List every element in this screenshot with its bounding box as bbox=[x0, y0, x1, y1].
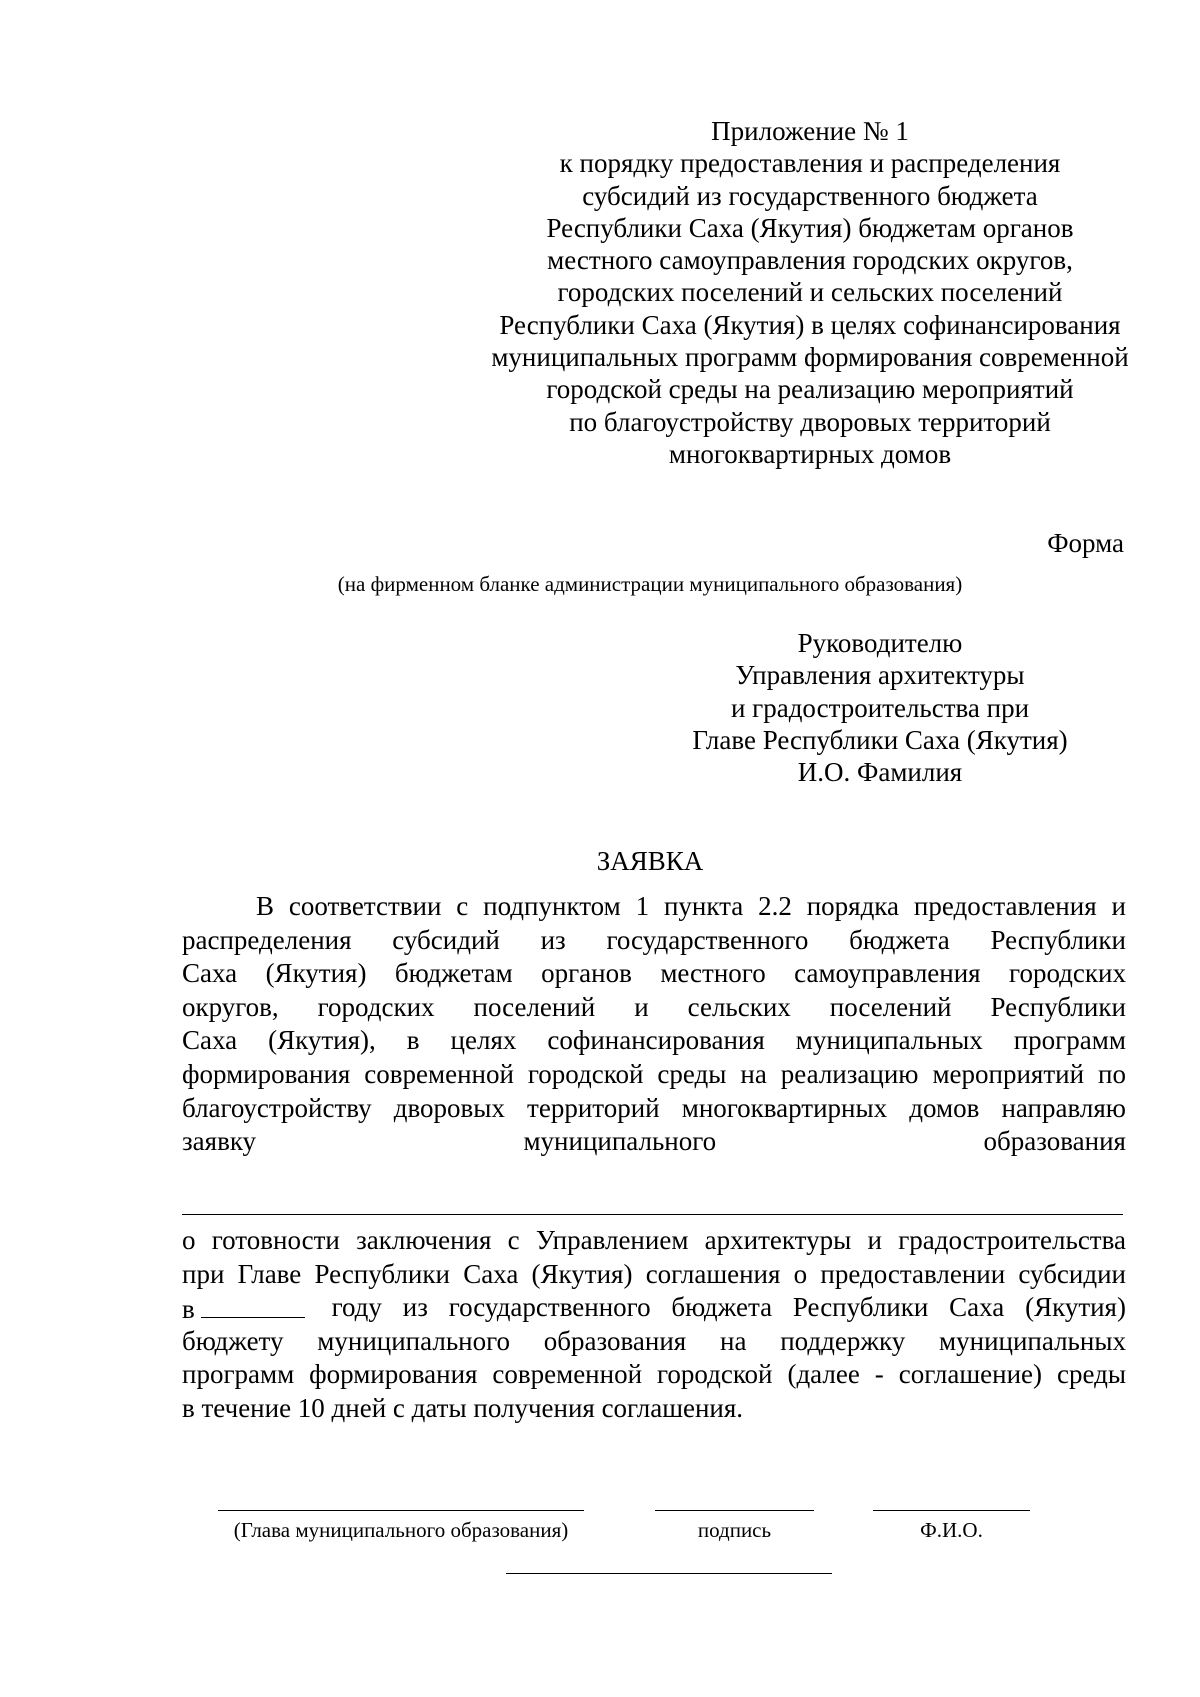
paragraph-line-last: в течение 10 дней с даты получения соглашения. bbox=[182, 1392, 744, 1423]
word: о bbox=[182, 1225, 196, 1255]
word: Саха bbox=[182, 958, 238, 989]
paragraph-line bbox=[182, 1125, 1126, 1159]
word: порядка bbox=[806, 891, 900, 921]
word: округов, bbox=[182, 991, 279, 1022]
word: программ bbox=[1013, 1025, 1126, 1056]
word: софинансирования bbox=[547, 1025, 765, 1056]
word: Саха bbox=[463, 1258, 519, 1289]
word: заключения bbox=[356, 1225, 492, 1255]
form-label: Форма bbox=[1047, 528, 1124, 558]
municipality-name-line[interactable] bbox=[182, 1214, 1123, 1215]
word: В bbox=[256, 891, 275, 921]
word: домов bbox=[909, 1092, 980, 1123]
word: по bbox=[1098, 1058, 1126, 1089]
appendix-line: Республики Саха (Якутия) в целях софинансирования bbox=[499, 309, 1121, 340]
word: бюджету bbox=[182, 1325, 284, 1356]
word: Саха bbox=[949, 1292, 1005, 1323]
word: 2.2 bbox=[758, 891, 792, 921]
word: в bbox=[182, 1294, 195, 1325]
paragraph-line bbox=[182, 890, 1126, 924]
addressee-line: И.О. Фамилия bbox=[797, 757, 963, 788]
word: подпунктом bbox=[483, 891, 621, 921]
paragraph-line bbox=[182, 1325, 1126, 1359]
word: Республики bbox=[990, 924, 1126, 955]
word: 1 bbox=[635, 891, 650, 921]
word: соглашения bbox=[645, 1258, 781, 1289]
word: городской bbox=[656, 1359, 773, 1390]
word: современной bbox=[492, 1359, 643, 1390]
word: органов bbox=[541, 958, 632, 989]
word: (Якутия) bbox=[1025, 1292, 1126, 1323]
paragraph-line bbox=[182, 1224, 1126, 1258]
word: субсидий bbox=[392, 924, 500, 955]
signature-label: подпись bbox=[697, 1518, 772, 1542]
word: муниципальных bbox=[795, 1025, 983, 1056]
word: (Якутия) bbox=[265, 958, 367, 989]
appendix-line: Республики Саха (Якутия) бюджетам органов bbox=[546, 212, 1074, 243]
word: (Якутия) bbox=[531, 1258, 633, 1289]
word: Республики bbox=[990, 991, 1126, 1022]
paragraph-line-year bbox=[182, 1291, 1126, 1325]
year-blank-field[interactable] bbox=[201, 1291, 305, 1318]
paragraph-line bbox=[182, 991, 1126, 1025]
word: бюджетам bbox=[394, 958, 513, 989]
letterhead-note: (на фирменном бланке администрации муниципального образования) bbox=[337, 572, 963, 596]
word: Саха bbox=[182, 1025, 238, 1056]
word: направляю bbox=[1001, 1092, 1126, 1123]
word: бюджета bbox=[671, 1292, 773, 1323]
word: целях bbox=[450, 1025, 517, 1056]
word: из bbox=[540, 924, 566, 955]
word: (далее bbox=[787, 1359, 860, 1390]
word: государственного bbox=[448, 1292, 651, 1323]
word: поселений bbox=[829, 991, 952, 1022]
word: и bbox=[867, 1225, 882, 1255]
word: образования bbox=[983, 1126, 1126, 1157]
word: соглашение) bbox=[898, 1359, 1043, 1390]
word: городских bbox=[1009, 958, 1126, 989]
paragraph-line bbox=[182, 1024, 1126, 1058]
word: и bbox=[1111, 891, 1126, 921]
word: государственного bbox=[606, 924, 809, 955]
word: субсидии bbox=[1018, 1258, 1126, 1289]
word: в bbox=[406, 1025, 420, 1056]
word: на bbox=[720, 1325, 747, 1356]
word: дворовых bbox=[393, 1092, 505, 1123]
word: формирования bbox=[309, 1359, 478, 1390]
word: местного bbox=[660, 958, 766, 989]
signature-line[interactable] bbox=[655, 1510, 814, 1511]
paragraph-line bbox=[182, 1092, 1126, 1126]
word: соответствии bbox=[288, 891, 442, 921]
paragraph-line bbox=[182, 1258, 1126, 1292]
word: городской bbox=[527, 1058, 644, 1089]
appendix-line: городской среды на реализацию мероприятий bbox=[546, 374, 1074, 405]
appendix-line: субсидий из государственного бюджета bbox=[582, 180, 1038, 211]
paragraph-line bbox=[182, 924, 1126, 958]
word: о bbox=[793, 1258, 808, 1289]
word: с bbox=[456, 891, 469, 921]
word: благоустройству bbox=[182, 1092, 372, 1123]
head-signature-label: (Глава муниципального образования) bbox=[233, 1518, 569, 1542]
appendix-line: местного самоуправления городских округов, bbox=[547, 245, 1073, 276]
word: городских bbox=[317, 991, 435, 1022]
word: - bbox=[874, 1359, 884, 1390]
word: современной bbox=[364, 1058, 514, 1089]
word: среды bbox=[657, 1058, 727, 1089]
word: заявку bbox=[182, 1126, 257, 1157]
word: бюджета bbox=[849, 924, 950, 955]
full-name-label: Ф.И.О. bbox=[920, 1518, 983, 1542]
word: с bbox=[507, 1225, 520, 1255]
word: Управлением bbox=[535, 1225, 689, 1255]
word: самоуправления bbox=[794, 958, 981, 989]
word: предоставлении bbox=[820, 1258, 1006, 1289]
extra-signature-line[interactable] bbox=[506, 1573, 832, 1574]
word: сельских bbox=[687, 991, 791, 1022]
word: году bbox=[331, 1292, 382, 1323]
word: муниципального bbox=[317, 1325, 510, 1356]
word: Республики bbox=[792, 1292, 929, 1323]
document-heading: ЗАЯВКА bbox=[596, 846, 704, 876]
addressee-line: Управления архитектуры bbox=[735, 660, 1025, 691]
paragraph-line bbox=[182, 957, 1126, 991]
appendix-line: по благоустройству дворовых территорий bbox=[569, 406, 1051, 437]
word: мероприятий bbox=[932, 1058, 1085, 1089]
appendix-line: к порядку предоставления и распределения bbox=[559, 148, 1061, 179]
word: среды bbox=[1056, 1359, 1126, 1390]
word: поддержку bbox=[780, 1325, 906, 1356]
appendix-line: муниципальных программ формирования современной bbox=[491, 342, 1129, 373]
word: Республики bbox=[314, 1258, 450, 1289]
word: пункта bbox=[663, 891, 744, 921]
appendix-line: Приложение № 1 bbox=[711, 116, 909, 146]
addressee-line: и градостроительства при bbox=[730, 692, 1030, 723]
word: из bbox=[402, 1292, 428, 1323]
addressee-block bbox=[670, 627, 1090, 788]
word: муниципальных bbox=[939, 1325, 1126, 1356]
full-name-line[interactable] bbox=[873, 1510, 1030, 1511]
word: формирования bbox=[182, 1058, 351, 1089]
appendix-line: городских поселений и сельских поселений bbox=[557, 277, 1063, 308]
word: предоставления bbox=[913, 891, 1097, 921]
application-paragraph-2 bbox=[182, 1224, 1126, 1426]
word: градостроительства bbox=[898, 1225, 1126, 1255]
word: реализацию bbox=[780, 1058, 919, 1089]
head-signature-line[interactable] bbox=[218, 1510, 584, 1511]
word: на bbox=[740, 1058, 767, 1089]
word: поселений bbox=[473, 991, 596, 1022]
word: многоквартирных bbox=[681, 1092, 888, 1123]
word: территорий bbox=[527, 1092, 660, 1123]
addressee-line: Главе Республики Саха (Якутия) bbox=[692, 724, 1068, 755]
word: Главе bbox=[237, 1258, 302, 1289]
year-prefix bbox=[182, 1291, 311, 1325]
word: и bbox=[634, 991, 649, 1022]
word: муниципального bbox=[523, 1126, 717, 1157]
word: образования bbox=[543, 1325, 687, 1356]
word: при bbox=[182, 1258, 225, 1289]
word: архитектуры bbox=[704, 1225, 852, 1255]
addressee-line: Руководителю bbox=[797, 628, 963, 658]
paragraph-line bbox=[182, 1358, 1126, 1392]
word: программ bbox=[182, 1359, 295, 1390]
appendix-header bbox=[470, 115, 1150, 470]
appendix-line: многоквартирных домов bbox=[668, 438, 952, 469]
word: (Якутия), bbox=[268, 1025, 376, 1056]
application-paragraph-1 bbox=[182, 890, 1126, 1159]
word: готовности bbox=[211, 1225, 340, 1255]
word: распределения bbox=[182, 924, 352, 955]
paragraph-line bbox=[182, 1058, 1126, 1092]
